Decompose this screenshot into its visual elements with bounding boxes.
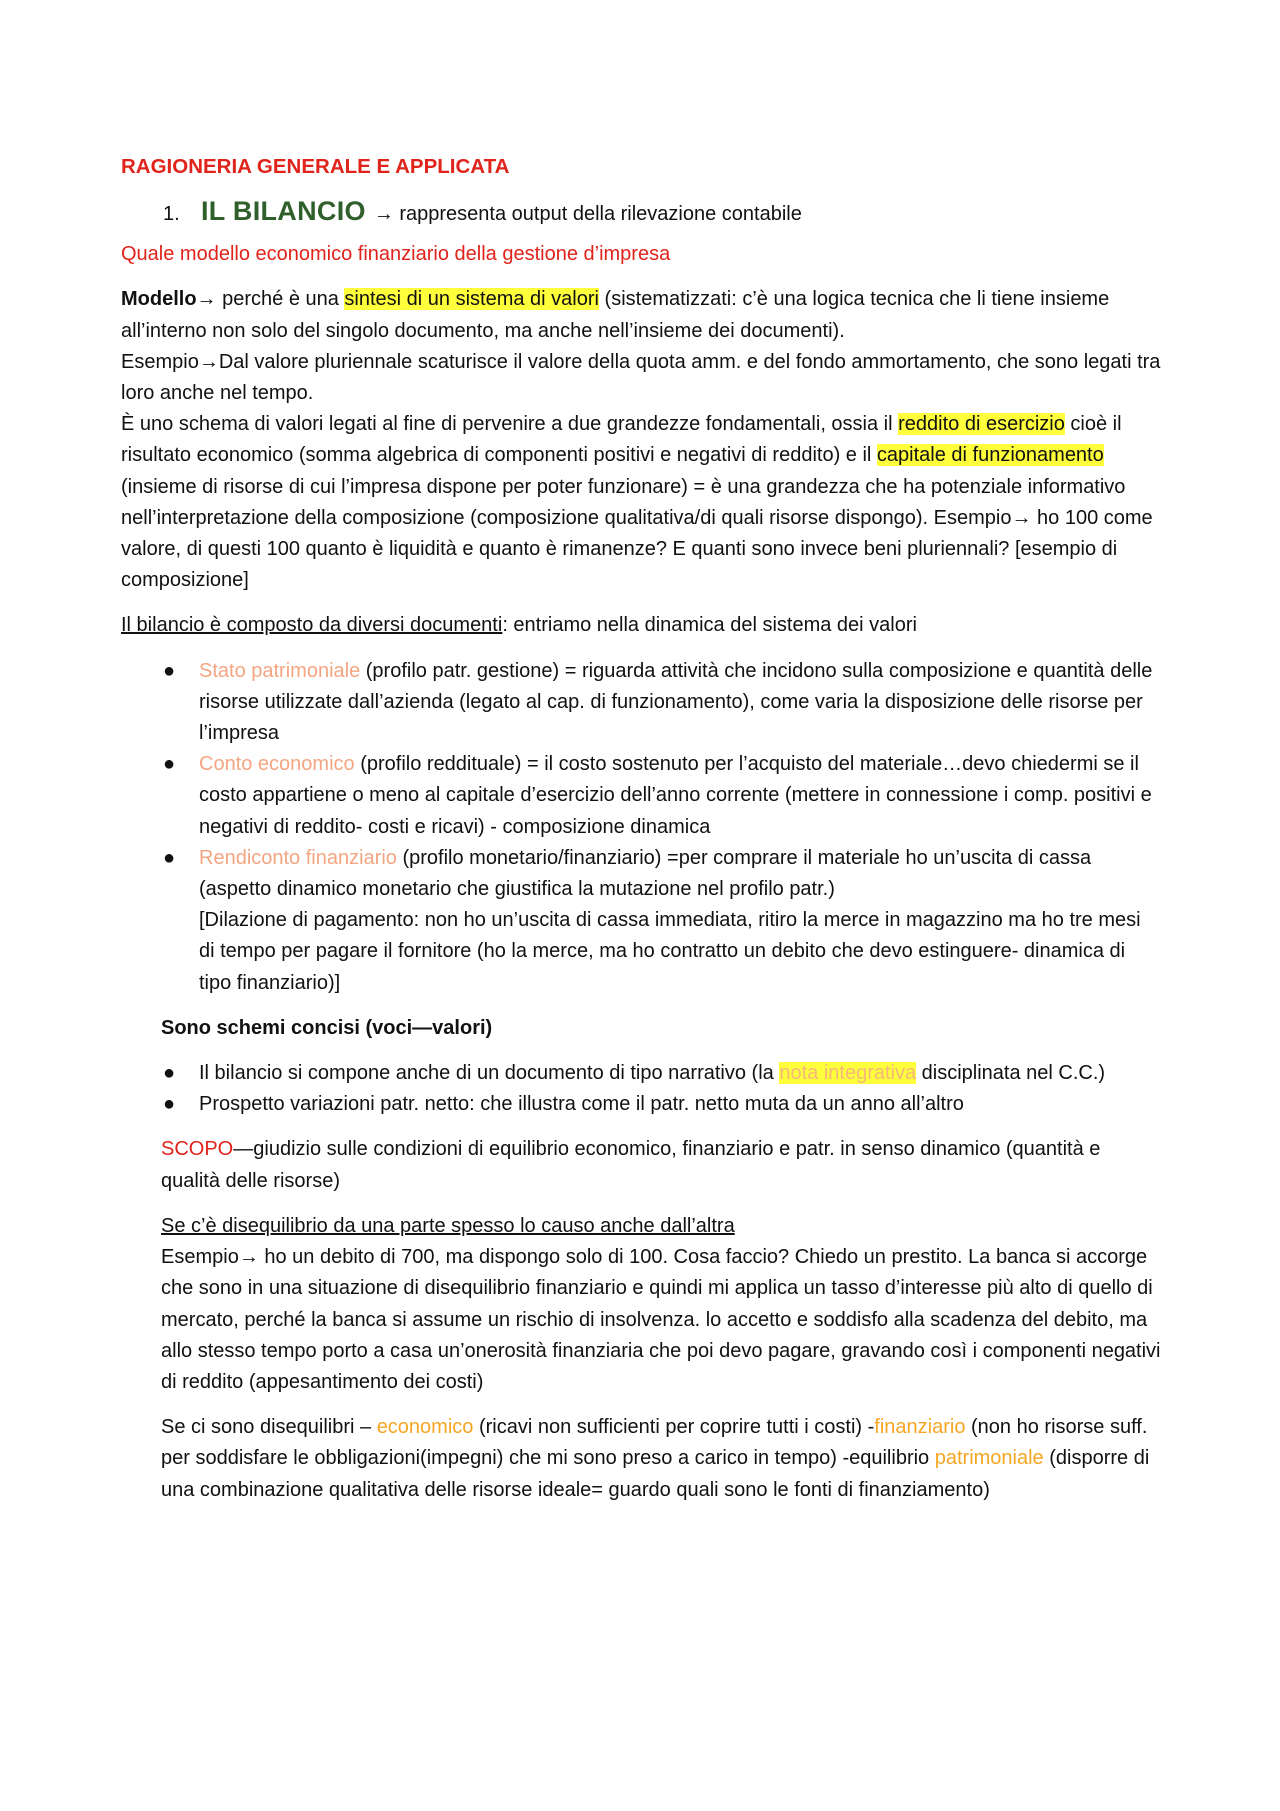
schema-text-b: cioè il risultato economico (somma algebrica di componenti positivi e negativi di reddito) e il [121, 413, 1122, 467]
documents-list [121, 656, 1161, 999]
bullet-icon: ● [163, 1062, 176, 1085]
scopo-text: —giudizio sulle condizioni di equilibrio economico, finanziario e patr. in senso dinamico (quantità e qualità delle risorse) [161, 1138, 1101, 1192]
list-item [121, 749, 1161, 843]
disequilibri-paragraph [121, 1412, 1161, 1506]
scopo-paragraph [121, 1134, 1161, 1196]
modello-label: Modello→ [121, 288, 217, 311]
nota-text-pre: Il bilancio si compone anche di un documento di tipo narrativo (la [199, 1062, 780, 1085]
highlight-sintesi: sintesi di un sistema di valori [344, 288, 599, 311]
list-item [121, 1058, 1161, 1089]
term-conto-economico: Conto economico [199, 753, 355, 776]
section-heading [121, 196, 1161, 227]
esempio-paragraph: Esempio→Dal valore pluriennale scaturisce il valore della quota amm. e del fondo ammortamento, che sono legati tra loro anche nel tempo. [121, 350, 1161, 405]
term-patrimoniale: patrimoniale [934, 1447, 1044, 1470]
modello-paragraph [121, 284, 1161, 346]
list-item [121, 1089, 1161, 1120]
composto-paragraph [121, 610, 1161, 641]
list-item-text: (profilo patr. gestione) = riguarda attività che incidono sulla composizione e quantità delle risorse utilizzate dall’azienda (legato al cap. di funzionamento), come varia la disposizione delle risorse per l’impresa [199, 659, 1153, 745]
highlight-capitale: capitale di funzionamento [876, 444, 1104, 467]
section-title: IL BILANCIO [201, 196, 366, 227]
list-item-text: (profilo monetario/finanziario) =per comprare il materiale ho un’uscita di cassa (aspetto dinamico monetario che giustifica la mutazione nel profilo patr.) [199, 846, 1092, 901]
bullet-icon: ● [163, 753, 176, 776]
term-rendiconto-finanziario: Rendiconto finanziario [199, 846, 397, 869]
bullet-icon: ● [163, 846, 176, 869]
disequilibrio-heading: Se c’è disequilibrio da una parte spesso lo causo anche dall’altra [161, 1214, 735, 1237]
schema-paragraph [121, 409, 1161, 596]
term-stato-patrimoniale: Stato patrimoniale [199, 659, 361, 682]
schema-text-c: (insieme di risorse di cui l’impresa dispone per poter funzionare) = è una grandezza che ha potenziale informativo nell’interpretazione della composizione (composizione qualitativa/di quali risorse dispongo). Esempio→ ho 100 come valore, di questi 100 quanto è liquidità e quanto è rimanenze? E quanti sono invece beni pluriennali? [esempio di composizione] [121, 475, 1153, 592]
schemi-heading: Sono schemi concisi (voci—valori) [161, 1016, 493, 1039]
bullet-icon: ● [163, 659, 176, 682]
prospetto-text: Prospetto variazioni patr. netto: che illustra come il patr. netto muta da un anno all’altro [199, 1093, 964, 1116]
nota-text-post: disciplinata nel C.C.) [916, 1062, 1106, 1085]
list-item [121, 843, 1161, 999]
last-text-d: (disporre di una combinazione qualitativa delle risorse ideale= guardo quali sono le fonti di finanziamento) [161, 1447, 1150, 1501]
extra-documents-list [121, 1058, 1161, 1120]
question-line: Quale modello economico finanziario della gestione d’impresa [121, 243, 671, 266]
schema-text-a: È uno schema di valori legati al fine di pervenire a due grandezze fondamentali, ossia il [121, 413, 899, 436]
last-text-b: (ricavi non sufficienti per coprire tutti i costi) - [473, 1416, 875, 1439]
list-item-extra: [Dilazione di pagamento: non ho un’uscita di cassa immediata, ritiro la merce in magazzino ma ho tre mesi di tempo per pagare il fornitore (ho la merce, ma ho contratto un debito che devo estinguere- dinamica di tipo finanziario)] [199, 909, 1141, 994]
list-item-text: (profilo reddituale) = il costo sostenuto per l’acquisto del materiale…devo chiedermi se il costo appartiene o meno al capitale d’esercizio dell’anno corrente (mettere in connessione i comp. positivi e negativi di reddito- costi e ricavi) - composizione dinamica [199, 753, 1152, 838]
section-number: 1. [163, 203, 180, 226]
section-subtitle: → rappresenta output della rilevazione contabile [373, 203, 802, 226]
list-item [121, 656, 1161, 750]
document-body [121, 151, 1161, 1506]
document-title: RAGIONERIA GENERALE E APPLICATA [121, 155, 510, 178]
modello-text-b: (sistematizzati: c’è una logica tecnica che li tiene insieme all’interno non solo del singolo documento, ma anche nell’insieme dei documenti). [121, 288, 1110, 342]
disequilibrio-paragraph: Esempio→ ho un debito di 700, ma dispongo solo di 100. Cosa faccio? Chiedo un prestito. La banca si accorge che sono in una situazione di disequilibrio finanziario e quindi mi applica un tasso d’interesse più alto di quello di mercato, perché la banca si assume un rischio di insolvenza. lo accetto e soddisfo alla scadenza del debito, ma allo stesso tempo porto a casa un’onerosità finanziaria che poi devo pagare, gravando così i componenti negativi di reddito (appesantimento dei costi) [161, 1246, 1161, 1393]
term-economico: economico [376, 1416, 474, 1439]
modello-text-a: perché è una [216, 288, 345, 311]
composto-underlined: Il bilancio è composto da diversi documenti [121, 614, 503, 637]
highlight-reddito: reddito di esercizio [898, 413, 1065, 436]
scopo-label: SCOPO [161, 1138, 234, 1161]
last-text-a: Se ci sono disequilibri – [161, 1416, 377, 1439]
composto-rest: : entriamo nella dinamica del sistema dei valori [502, 614, 917, 637]
term-finanziario: finanziario [874, 1416, 966, 1439]
last-text-c: (non ho risorse suff. per soddisfare le obbligazioni(impegni) che mi sono preso a carico in tempo) -equilibrio [161, 1416, 1148, 1470]
highlight-nota-integrativa: nota integrativa [779, 1062, 917, 1085]
bullet-icon: ● [163, 1093, 176, 1116]
